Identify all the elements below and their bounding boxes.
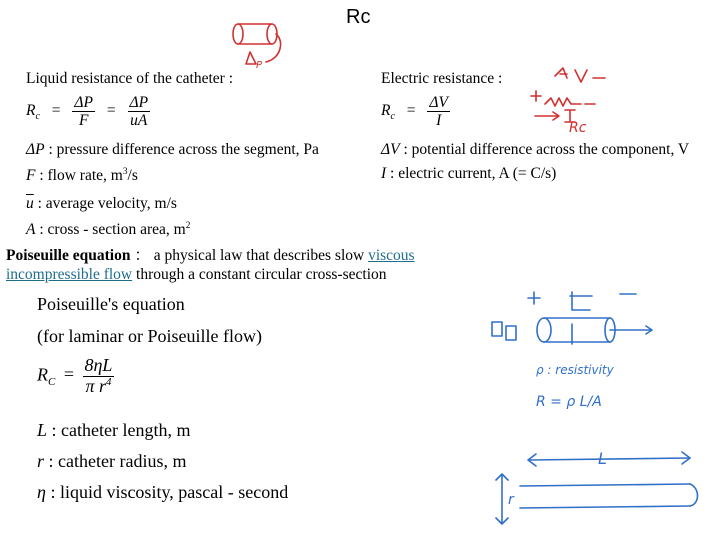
liquid-heading: Liquid resistance of the catheter : xyxy=(26,70,234,87)
liquid-def-dp xyxy=(26,141,319,159)
resistivity-handwritten: ρ : resistivity xyxy=(536,363,614,377)
poiseuille-intro-line2 xyxy=(6,266,387,284)
electric-sketch xyxy=(515,66,625,136)
cylinder-sketch-top xyxy=(226,12,296,82)
electric-lhs: R xyxy=(381,102,391,120)
poiseuille-heading: Poiseuille's equation xyxy=(37,294,185,314)
electric-formula xyxy=(381,94,450,129)
a-symbol: A xyxy=(26,221,36,239)
electric-def-v xyxy=(381,141,689,159)
liquid-def-f xyxy=(26,167,138,185)
poiseuille-den-sup: 4 xyxy=(106,375,112,388)
poiseuille-intro-line1 xyxy=(6,243,415,265)
electric-frac-num: ΔV xyxy=(429,94,448,111)
poiseuille-lhs: R xyxy=(37,364,48,385)
electric-lhs-sub: c xyxy=(390,111,395,123)
r-text: : catheter radius, m xyxy=(44,451,187,471)
dp-text: : pressure difference across the segment, Pa xyxy=(44,141,319,158)
f-tail: /s xyxy=(127,167,138,185)
poiseuille-eq: = xyxy=(63,364,74,385)
poiseuille-frac xyxy=(83,356,115,397)
liquid-frac1-den: F xyxy=(78,112,89,130)
i-symbol: I xyxy=(381,165,387,182)
r-formula-handwritten: R = ρ L/A xyxy=(536,394,602,410)
liquid-eq2: = xyxy=(106,102,116,120)
liquid-frac2-num: ΔP xyxy=(129,94,149,111)
poiseuille-text-a: a physical law that describes slow xyxy=(153,247,369,264)
liquid-frac2 xyxy=(128,94,151,129)
liquid-lhs-sub: c xyxy=(35,111,40,123)
poiseuille-frac-num: 8ηL xyxy=(84,355,113,375)
electric-heading: Electric resistance : xyxy=(381,70,503,87)
poiseuille-formula xyxy=(37,356,114,397)
electric-frac xyxy=(427,94,450,129)
electric-eq: = xyxy=(406,102,416,120)
liquid-def-u xyxy=(26,195,177,213)
liquid-frac1 xyxy=(72,94,95,129)
poiseuille-subheading: (for laminar or Poiseuille flow) xyxy=(37,326,262,346)
u-text: : average velocity, m/s xyxy=(33,195,177,212)
poiseuille-def-l xyxy=(37,420,190,441)
poiseuille-frac-den xyxy=(83,377,115,397)
poiseuille-lhs-sub: C xyxy=(48,376,56,389)
tube-length-sketch xyxy=(490,446,710,536)
poiseuille-den-base: π r xyxy=(85,375,107,396)
poiseuille-def-r xyxy=(37,451,186,472)
f-text: : flow rate, m xyxy=(35,167,123,185)
poiseuille-sep: ： xyxy=(134,247,150,264)
poiseuille-def-eta xyxy=(37,482,288,503)
svg-text:r: r xyxy=(508,492,514,508)
slide-title: Rc xyxy=(346,6,371,28)
r-symbol: r xyxy=(37,451,45,471)
liquid-eq1: = xyxy=(51,102,61,120)
poiseuille-term: Poiseuille equation xyxy=(6,247,131,264)
i-text: : electric current, A (= C/s) xyxy=(386,165,557,182)
a-sup: 2 xyxy=(185,221,191,231)
liquid-frac1-num: ΔP xyxy=(74,94,93,111)
liquid-frac2-den: uA xyxy=(130,112,148,130)
liquid-def-a xyxy=(26,221,190,239)
f-symbol: F xyxy=(26,167,36,185)
l-symbol: L xyxy=(37,420,48,440)
length-handwritten: L xyxy=(598,449,607,468)
viscous-link[interactable]: viscous xyxy=(368,247,415,264)
rc-handwritten: Rc xyxy=(569,120,587,136)
liquid-formula xyxy=(26,94,150,129)
dp-symbol: ΔP xyxy=(26,141,45,158)
dv-symbol: ΔV xyxy=(381,141,400,158)
svg-text:P: P xyxy=(256,60,263,71)
resistivity-sketch xyxy=(480,286,660,426)
electric-def-i xyxy=(381,165,556,183)
electric-frac-den: I xyxy=(436,112,442,130)
f-sup: 3 xyxy=(122,167,128,177)
eta-symbol: η xyxy=(37,482,46,502)
incompressible-flow-link[interactable]: incompressible flow xyxy=(6,266,133,283)
dv-text: : potential difference across the component, V xyxy=(399,141,690,158)
eta-text: : liquid viscosity, pascal - second xyxy=(45,482,289,502)
liquid-lhs: R xyxy=(26,102,36,120)
poiseuille-text-b: through a constant circular cross-section xyxy=(132,266,387,283)
a-text: : cross - section area, m xyxy=(35,221,186,239)
l-text: : catheter length, m xyxy=(47,420,191,440)
u-symbol: $\overline{u}$ xyxy=(26,195,34,212)
